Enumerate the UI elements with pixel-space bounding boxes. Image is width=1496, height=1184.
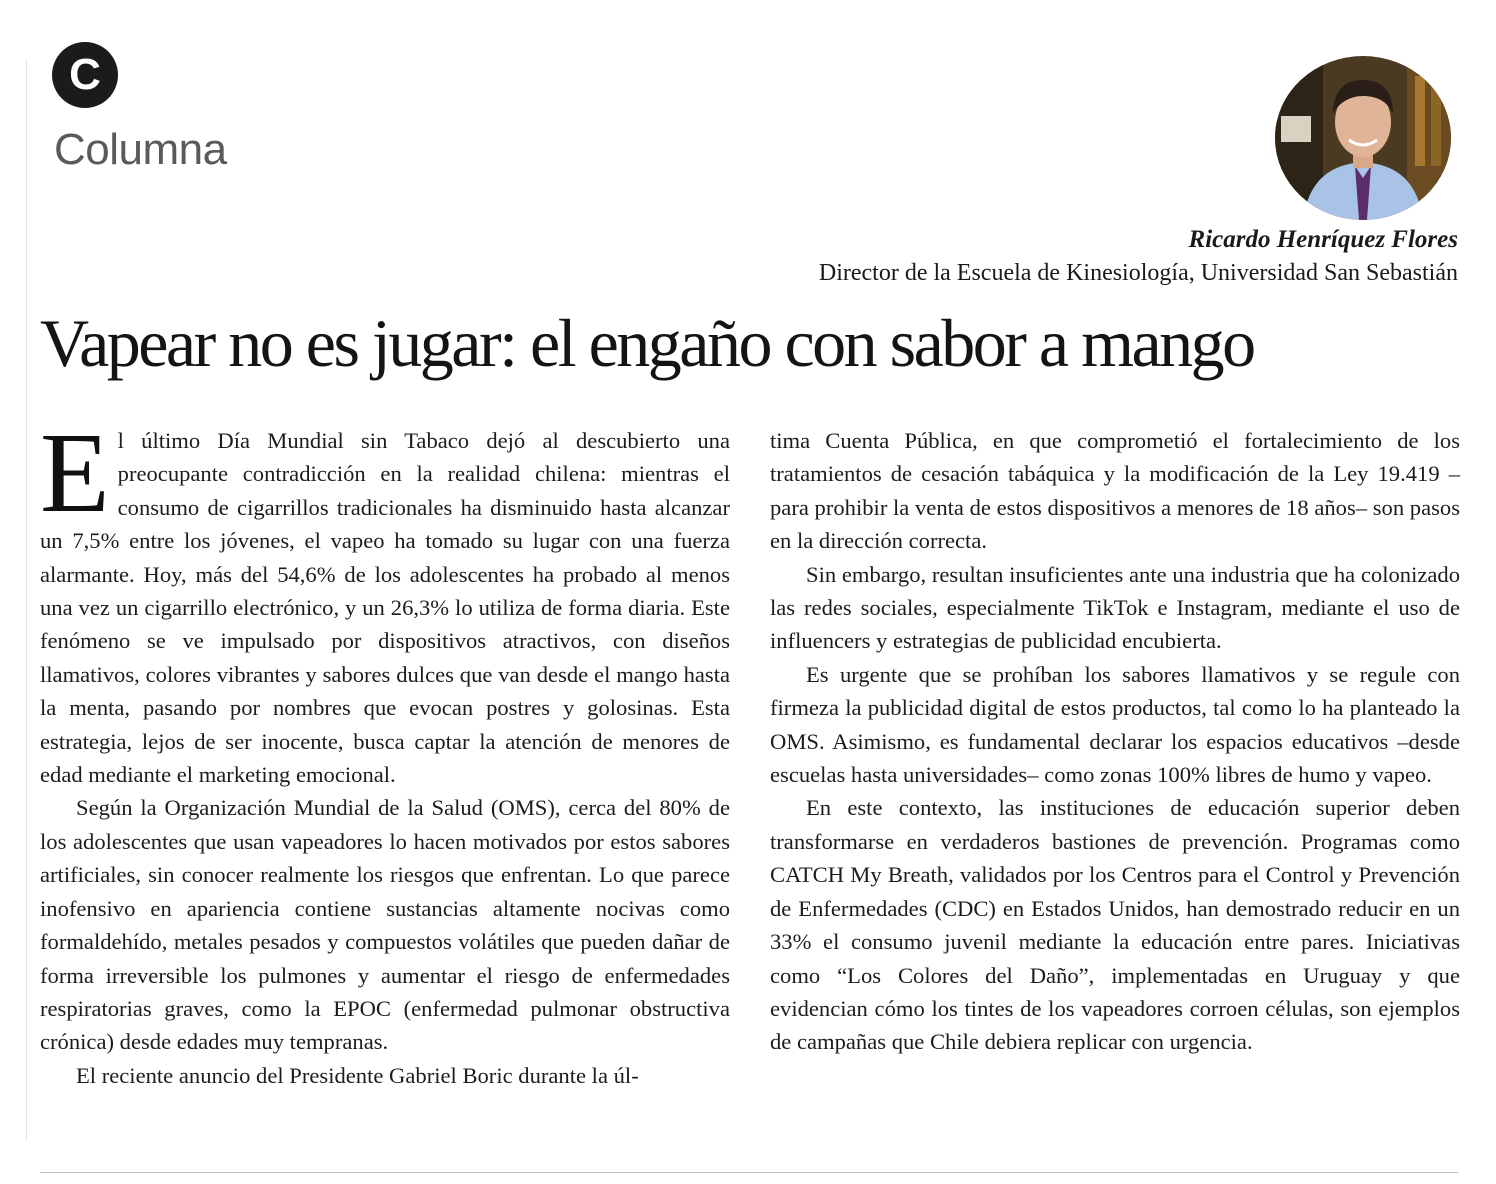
article-paragraph: Según la Organización Mundial de la Salud (OMS), cerca del 80% de los adolescentes que usan vapeadores lo hacen motivados por estos sabores artificiales, sin conocer realmente los riesgos que enfrentan. Lo que parece inofensivo en apariencia contiene sustancias altamente nocivas como formaldehído, metales pesados y compuestos volátiles que pueden dañar de forma irreversible los pulmones y aumentar el riesgo de enfermedades respiratorias graves, como la EPOC (enfermedad pulmonar obstructiva crónica) desde edades muy tempranas. <box>40 795 730 1055</box>
bottom-rule <box>40 1172 1458 1173</box>
drop-cap: E <box>40 409 110 536</box>
section-label: Columna <box>54 125 227 174</box>
article-paragraph: En este contexto, las instituciones de educación superior deben transformarse en verdaderos bastiones de prevención. Programas como CATCH My Breath, validados por los Centros para el Control y Prevención de Enfermedades (CDC) en Estados Unidos, han demostrado reducir en un 33% el consumo juvenil mediante la educación entre pares. Iniciativas como “Los Colores del Daño”, implementadas en Uruguay y que evidencian cómo los tintes de los vapeadores corroen células, son ejemplos de campañas que Chile debiera replicar con urgencia. <box>770 795 1460 1055</box>
author-role: Director de la Escuela de Kinesiología, Universidad San Sebastián <box>818 260 1458 286</box>
author-portrait-icon <box>1275 56 1451 220</box>
article-paragraph: Sin embargo, resultan insuficientes ante una industria que ha colonizado las redes sociales, especialmente TikTok e Instagram, mediante el uso de influencers y estrategias de publicidad encubierta. <box>770 561 1460 654</box>
column-badge: C <box>52 42 118 108</box>
article-headline: Vapear no es jugar: el engaño con sabor a mango <box>40 305 1254 381</box>
article-column-left <box>40 409 730 1092</box>
article-paragraph: Es urgente que se prohíban los sabores llamativos y se regule con firmeza la publicidad digital de estos productos, tal como lo ha planteado la OMS. Asimismo, es fundamental declarar los espacios educativos –desde escuelas hasta universidades– como zonas 100% libres de humo y vapeo. <box>770 661 1460 788</box>
author-name: Ricardo Henríquez Flores <box>1188 226 1458 253</box>
page-margin-rule <box>26 60 27 1140</box>
article-paragraph: tima Cuenta Pública, en que comprometió el fortalecimiento de los tratamientos de cesación tabáquica y la modificación de la Ley 19.419 –para prohibir la venta de estos dispositivos a menores de 18 años– son pasos en la dirección correcta. <box>770 428 1460 554</box>
article-paragraph: El último Día Mundial sin Tabaco dejó al descubierto una preocupante contradicción en la realidad chilena: mientras el consumo de cigarrillos tradicionales ha disminuido hasta alcanzar un 7,5% entre los jóvenes, el vapeo ha tomado su lugar con una fuerza alarmante. Hoy, más del 54,6% de los adolescentes ha probado al menos una vez un cigarrillo electrónico, y un 26,3% lo utiliza de forma diaria. Este fenómeno se ve impulsado por dispositivos atractivos, con diseños llamativos, colores vibrantes y sabores dulces que van desde el mango hasta la menta, pasando por nombres que evocan postres y golosinas. Esta estrategia, lejos de ser inocente, busca captar la atención de menores de edad mediante el marketing emocional. <box>40 409 730 788</box>
article-paragraph: El reciente anuncio del Presidente Gabriel Boric durante la úl- <box>76 1062 639 1088</box>
article-column-right <box>770 424 1460 1059</box>
